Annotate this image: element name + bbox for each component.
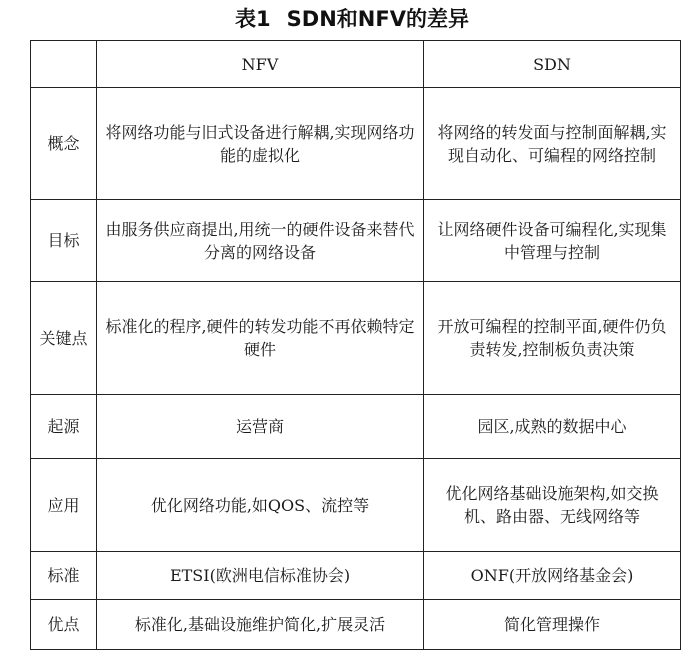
table-row — [31, 282, 681, 395]
table-title: SDN和NFV的差异 — [286, 7, 469, 31]
nfv-cell: 将网络功能与旧式设备进行解耦,实现网络功能的虚拟化 — [97, 88, 424, 200]
table-row — [31, 88, 681, 200]
table-header-row — [31, 41, 681, 88]
row-label: 关键点 — [31, 282, 97, 395]
sdn-cell: 园区,成熟的数据中心 — [424, 395, 681, 459]
row-label: 概念 — [31, 88, 97, 200]
row-label: 标准 — [31, 552, 97, 600]
row-label: 应用 — [31, 459, 97, 552]
column-header-sdn: SDN — [424, 41, 681, 88]
row-label: 起源 — [31, 395, 97, 459]
sdn-cell: 将网络的转发面与控制面解耦,实现自动化、可编程的网络控制 — [424, 88, 681, 200]
nfv-cell: 优化网络功能,如QOS、流控等 — [97, 459, 424, 552]
sdn-cell: ONF(开放网络基金会) — [424, 552, 681, 600]
sdn-cell: 简化管理操作 — [424, 600, 681, 650]
row-label: 优点 — [31, 600, 97, 650]
nfv-cell: 由服务供应商提出,用统一的硬件设备来替代分离的网络设备 — [97, 200, 424, 282]
table-row — [31, 552, 681, 600]
nfv-cell: 标准化的程序,硬件的转发功能不再依赖特定硬件 — [97, 282, 424, 395]
comparison-table — [30, 40, 681, 650]
nfv-cell: 运营商 — [97, 395, 424, 459]
table-caption — [0, 2, 700, 36]
table-number: 表1 — [235, 7, 271, 31]
table-row — [31, 459, 681, 552]
table-row — [31, 600, 681, 650]
column-header-nfv: NFV — [97, 41, 424, 88]
nfv-cell: 标准化,基础设施维护简化,扩展灵活 — [97, 600, 424, 650]
table-row — [31, 395, 681, 459]
sdn-cell: 让网络硬件设备可编程化,实现集中管理与控制 — [424, 200, 681, 282]
table-row — [31, 200, 681, 282]
row-label: 目标 — [31, 200, 97, 282]
sdn-cell: 优化网络基础设施架构,如交换机、路由器、无线网络等 — [424, 459, 681, 552]
nfv-cell: ETSI(欧洲电信标准协会) — [97, 552, 424, 600]
sdn-cell: 开放可编程的控制平面,硬件仍负责转发,控制板负责决策 — [424, 282, 681, 395]
corner-cell — [31, 41, 97, 88]
